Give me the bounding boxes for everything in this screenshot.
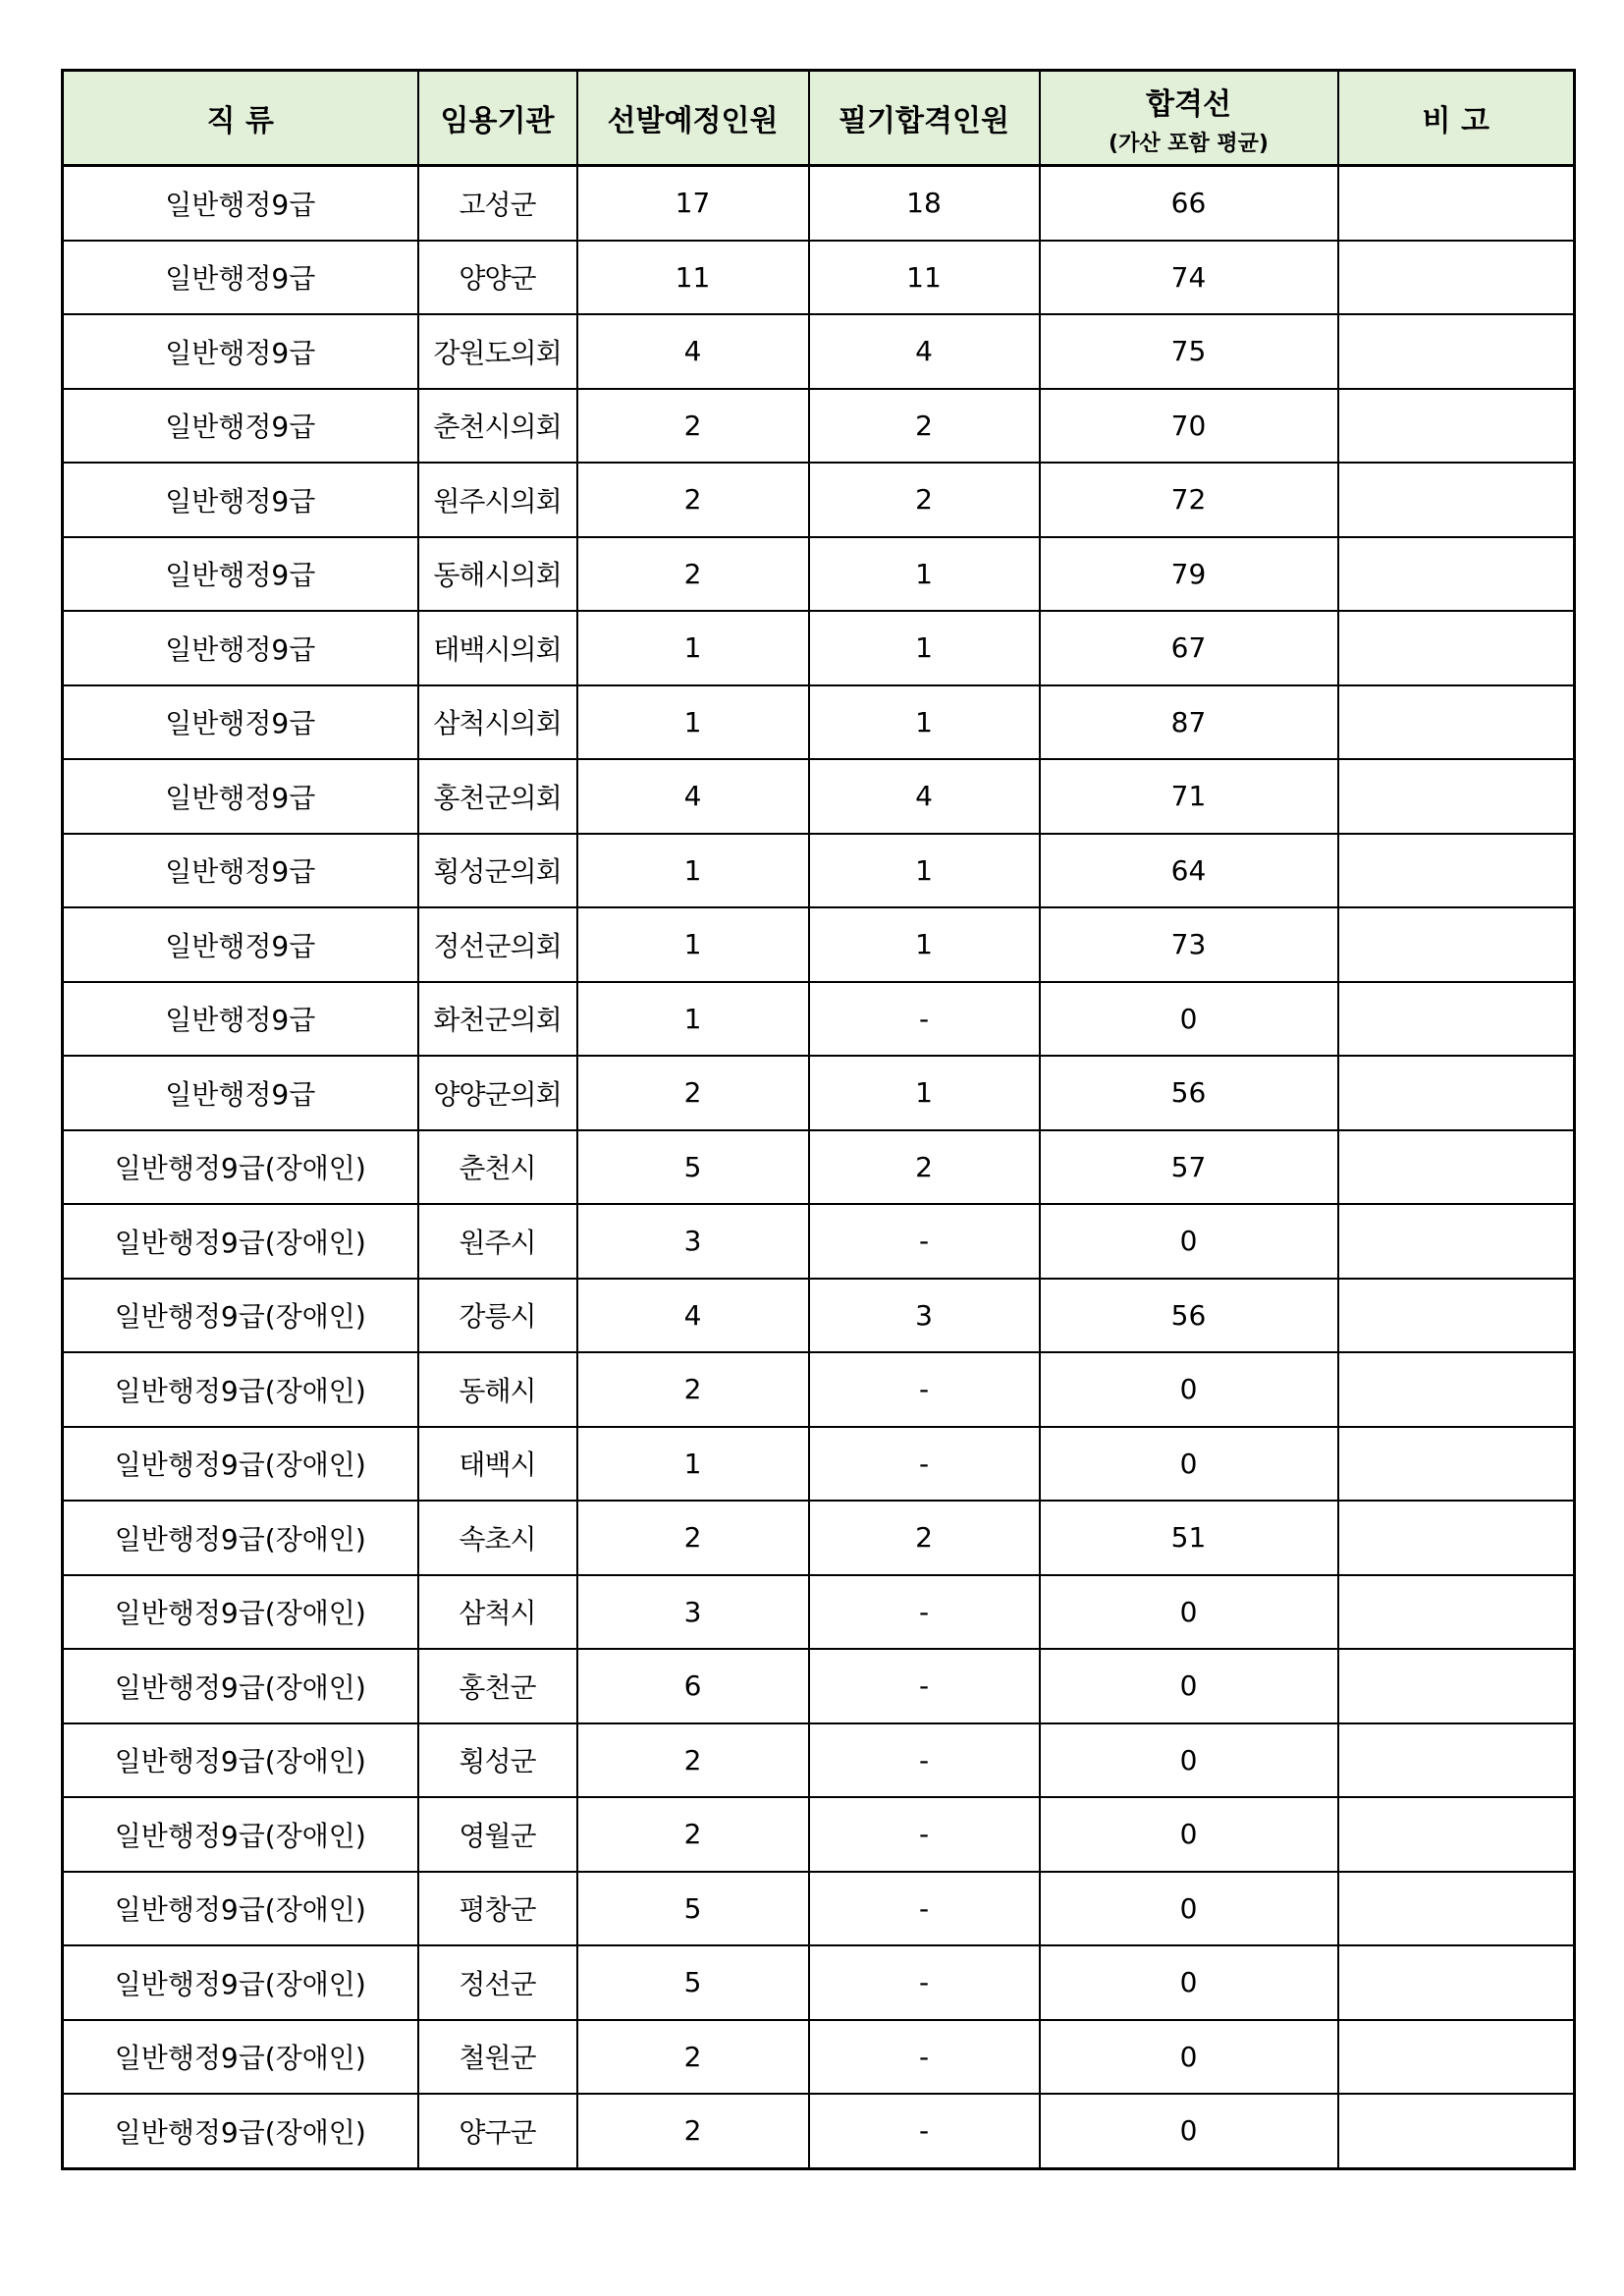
cell-planned: 2 (577, 1056, 809, 1130)
cell-agency: 횡성군 (418, 1723, 577, 1798)
cell-job: 일반행정9급 (63, 982, 418, 1057)
cell-passed: 2 (809, 1501, 1040, 1575)
header-row (63, 71, 1575, 166)
table-row (63, 241, 1575, 315)
cell-agency: 양양군의회 (418, 1056, 577, 1130)
cell-agency: 동해시의회 (418, 537, 577, 612)
cell-agency: 동해시 (418, 1352, 577, 1427)
cell-agency: 춘천시의회 (418, 389, 577, 464)
table-row (63, 1352, 1575, 1427)
cell-passed: - (809, 1872, 1040, 1946)
cell-cutoff: 0 (1040, 1427, 1338, 1502)
cell-agency: 양구군 (418, 2094, 577, 2168)
cell-cutoff: 56 (1040, 1056, 1338, 1130)
cell-passed: 1 (809, 611, 1040, 685)
cell-passed: - (809, 2020, 1040, 2095)
cell-remarks (1338, 1872, 1575, 1946)
results-table (61, 69, 1576, 2170)
cell-agency: 춘천시 (418, 1130, 577, 1205)
cell-remarks (1338, 685, 1575, 760)
cell-agency: 고성군 (418, 166, 577, 241)
cell-remarks (1338, 2094, 1575, 2168)
table-row (63, 685, 1575, 760)
cell-passed: 2 (809, 1130, 1040, 1205)
cell-job: 일반행정9급 (63, 463, 418, 537)
header-planned: 선발예정인원 (577, 71, 809, 166)
cell-planned: 2 (577, 537, 809, 612)
cell-remarks (1338, 241, 1575, 315)
cell-remarks (1338, 1575, 1575, 1650)
header-agency: 임용기관 (418, 71, 577, 166)
cell-cutoff: 73 (1040, 907, 1338, 982)
cell-job: 일반행정9급(장애인) (63, 2020, 418, 2095)
cell-remarks (1338, 1279, 1575, 1353)
cell-job: 일반행정9급(장애인) (63, 1723, 418, 1798)
cell-planned: 1 (577, 982, 809, 1057)
cell-passed: 11 (809, 241, 1040, 315)
cell-job: 일반행정9급 (63, 537, 418, 612)
header-cutoff-sublabel: (가산 포함 평균) (1109, 131, 1269, 156)
cell-agency: 태백시 (418, 1427, 577, 1502)
cell-remarks (1338, 1723, 1575, 1798)
table-row (63, 1130, 1575, 1205)
cell-cutoff: 0 (1040, 2094, 1338, 2168)
cell-passed: 2 (809, 463, 1040, 537)
cell-planned: 1 (577, 1427, 809, 1502)
cell-cutoff: 70 (1040, 389, 1338, 464)
header-passed: 필기합격인원 (809, 71, 1040, 166)
cell-job: 일반행정9급 (63, 1056, 418, 1130)
cell-agency: 강원도의회 (418, 314, 577, 389)
cell-passed: 4 (809, 314, 1040, 389)
table-row (63, 834, 1575, 908)
header-remarks: 비 고 (1338, 71, 1575, 166)
cell-cutoff: 87 (1040, 685, 1338, 760)
cell-remarks (1338, 314, 1575, 389)
cell-planned: 3 (577, 1575, 809, 1650)
table-row (63, 166, 1575, 241)
cell-planned: 1 (577, 611, 809, 685)
cell-cutoff: 67 (1040, 611, 1338, 685)
cell-planned: 4 (577, 1279, 809, 1353)
cell-job: 일반행정9급(장애인) (63, 1352, 418, 1427)
cell-passed: 1 (809, 907, 1040, 982)
table-row (63, 1501, 1575, 1575)
cell-cutoff: 0 (1040, 1575, 1338, 1650)
cell-remarks (1338, 982, 1575, 1057)
cell-job: 일반행정9급 (63, 759, 418, 834)
cell-remarks (1338, 1945, 1575, 2020)
table-row (63, 1945, 1575, 2020)
cell-job: 일반행정9급(장애인) (63, 1501, 418, 1575)
table-row (63, 982, 1575, 1057)
cell-cutoff: 56 (1040, 1279, 1338, 1353)
cell-cutoff: 64 (1040, 834, 1338, 908)
cell-remarks (1338, 463, 1575, 537)
cell-cutoff: 66 (1040, 166, 1338, 241)
cell-planned: 1 (577, 685, 809, 760)
cell-planned: 5 (577, 1945, 809, 2020)
cell-job: 일반행정9급(장애인) (63, 1130, 418, 1205)
cell-passed: 4 (809, 759, 1040, 834)
cell-job: 일반행정9급(장애인) (63, 1797, 418, 1872)
cell-agency: 삼척시의회 (418, 685, 577, 760)
cell-passed: - (809, 1649, 1040, 1723)
table-row (63, 537, 1575, 612)
cell-remarks (1338, 611, 1575, 685)
cell-remarks (1338, 1797, 1575, 1872)
cell-passed: 18 (809, 166, 1040, 241)
cell-planned: 2 (577, 2020, 809, 2095)
cell-passed: - (809, 982, 1040, 1057)
table-row (63, 1723, 1575, 1798)
table-body (63, 166, 1575, 2169)
table-row (63, 759, 1575, 834)
cell-job: 일반행정9급 (63, 314, 418, 389)
cell-planned: 4 (577, 759, 809, 834)
cell-planned: 2 (577, 1723, 809, 1798)
cell-cutoff: 0 (1040, 1797, 1338, 1872)
cell-agency: 강릉시 (418, 1279, 577, 1353)
cell-job: 일반행정9급(장애인) (63, 1427, 418, 1502)
table-row (63, 2020, 1575, 2095)
cell-job: 일반행정9급 (63, 685, 418, 760)
cell-cutoff: 51 (1040, 1501, 1338, 1575)
cell-agency: 원주시의회 (418, 463, 577, 537)
table-row (63, 1872, 1575, 1946)
cell-agency: 속초시 (418, 1501, 577, 1575)
cell-planned: 2 (577, 389, 809, 464)
cell-passed: 2 (809, 389, 1040, 464)
header-cutoff (1040, 71, 1338, 166)
cell-agency: 홍천군의회 (418, 759, 577, 834)
cell-planned: 2 (577, 1352, 809, 1427)
table-row (63, 1797, 1575, 1872)
cell-job: 일반행정9급(장애인) (63, 1204, 418, 1279)
cell-passed: 1 (809, 685, 1040, 760)
cell-job: 일반행정9급(장애인) (63, 1945, 418, 2020)
table-row (63, 907, 1575, 982)
header-job: 직 류 (63, 71, 418, 166)
cell-cutoff: 79 (1040, 537, 1338, 612)
cell-job: 일반행정9급(장애인) (63, 1872, 418, 1946)
cell-remarks (1338, 1130, 1575, 1205)
cell-cutoff: 74 (1040, 241, 1338, 315)
table-row (63, 1204, 1575, 1279)
table-row (63, 1427, 1575, 1502)
cell-remarks (1338, 389, 1575, 464)
table-row (63, 463, 1575, 537)
table-row (63, 1056, 1575, 1130)
cell-remarks (1338, 1204, 1575, 1279)
cell-planned: 5 (577, 1872, 809, 1946)
cell-remarks (1338, 834, 1575, 908)
cell-job: 일반행정9급 (63, 907, 418, 982)
cell-agency: 양양군 (418, 241, 577, 315)
cell-passed: - (809, 1797, 1040, 1872)
cell-passed: - (809, 1723, 1040, 1798)
cell-agency: 평창군 (418, 1872, 577, 1946)
cell-cutoff: 72 (1040, 463, 1338, 537)
cell-planned: 1 (577, 907, 809, 982)
cell-agency: 화천군의회 (418, 982, 577, 1057)
cell-passed: 3 (809, 1279, 1040, 1353)
cell-cutoff: 71 (1040, 759, 1338, 834)
cell-agency: 원주시 (418, 1204, 577, 1279)
cell-job: 일반행정9급(장애인) (63, 2094, 418, 2168)
cell-planned: 1 (577, 834, 809, 908)
cell-job: 일반행정9급 (63, 611, 418, 685)
cell-remarks (1338, 759, 1575, 834)
cell-job: 일반행정9급 (63, 834, 418, 908)
cell-remarks (1338, 1352, 1575, 1427)
cell-planned: 2 (577, 463, 809, 537)
cell-remarks (1338, 166, 1575, 241)
cell-planned: 4 (577, 314, 809, 389)
cell-cutoff: 0 (1040, 1649, 1338, 1723)
cell-cutoff: 0 (1040, 1945, 1338, 2020)
cell-cutoff: 0 (1040, 1872, 1338, 1946)
cell-agency: 정선군의회 (418, 907, 577, 982)
cell-cutoff: 0 (1040, 1723, 1338, 1798)
cell-job: 일반행정9급(장애인) (63, 1279, 418, 1353)
cell-remarks (1338, 1056, 1575, 1130)
cell-planned: 6 (577, 1649, 809, 1723)
cell-planned: 5 (577, 1130, 809, 1205)
cell-passed: - (809, 1204, 1040, 1279)
cell-cutoff: 0 (1040, 982, 1338, 1057)
table-row (63, 1279, 1575, 1353)
cell-agency: 태백시의회 (418, 611, 577, 685)
cell-agency: 홍천군 (418, 1649, 577, 1723)
table-row (63, 611, 1575, 685)
cell-agency: 철원군 (418, 2020, 577, 2095)
cell-planned: 2 (577, 1501, 809, 1575)
cell-planned: 11 (577, 241, 809, 315)
cell-agency: 삼척시 (418, 1575, 577, 1650)
cell-planned: 2 (577, 1797, 809, 1872)
table-header (63, 71, 1575, 166)
table-row (63, 2094, 1575, 2168)
cell-passed: 1 (809, 834, 1040, 908)
cell-agency: 횡성군의회 (418, 834, 577, 908)
cell-planned: 2 (577, 2094, 809, 2168)
cell-cutoff: 0 (1040, 1204, 1338, 1279)
cell-passed: 1 (809, 1056, 1040, 1130)
cell-cutoff: 57 (1040, 1130, 1338, 1205)
cell-remarks (1338, 1501, 1575, 1575)
cell-agency: 정선군 (418, 1945, 577, 2020)
cell-passed: - (809, 1427, 1040, 1502)
table-row (63, 314, 1575, 389)
cell-cutoff: 75 (1040, 314, 1338, 389)
cell-job: 일반행정9급 (63, 389, 418, 464)
cell-passed: - (809, 2094, 1040, 2168)
cell-cutoff: 0 (1040, 1352, 1338, 1427)
cell-remarks (1338, 537, 1575, 612)
cell-planned: 3 (577, 1204, 809, 1279)
cell-job: 일반행정9급(장애인) (63, 1649, 418, 1723)
cell-passed: 1 (809, 537, 1040, 612)
cell-remarks (1338, 907, 1575, 982)
cell-job: 일반행정9급 (63, 241, 418, 315)
table-row (63, 1649, 1575, 1723)
cell-remarks (1338, 1427, 1575, 1502)
cell-passed: - (809, 1945, 1040, 2020)
cell-remarks (1338, 1649, 1575, 1723)
cell-job: 일반행정9급(장애인) (63, 1575, 418, 1650)
cell-agency: 영월군 (418, 1797, 577, 1872)
cell-planned: 17 (577, 166, 809, 241)
cell-passed: - (809, 1575, 1040, 1650)
cell-job: 일반행정9급 (63, 166, 418, 241)
cell-cutoff: 0 (1040, 2020, 1338, 2095)
table-row (63, 389, 1575, 464)
table-row (63, 1575, 1575, 1650)
header-cutoff-label: 합격선 (1146, 86, 1231, 122)
cell-remarks (1338, 2020, 1575, 2095)
cell-passed: - (809, 1352, 1040, 1427)
